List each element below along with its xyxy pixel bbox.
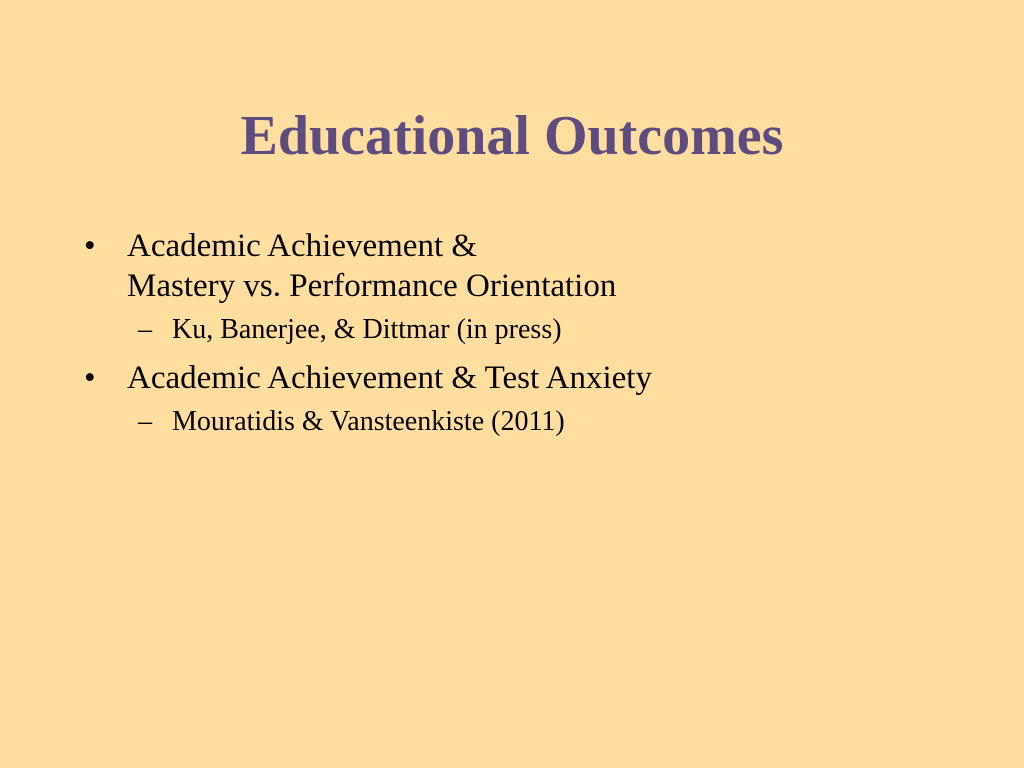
sub-bullet-item [0, 404, 1024, 440]
bullet-list [0, 226, 1024, 440]
bullet-marker: • [84, 360, 96, 396]
sub-bullet-text: Mouratidis & Vansteenkiste (2011) [172, 406, 565, 437]
dash-marker: – [138, 406, 152, 437]
bullet-text-line: Academic Achievement & Test Anxiety [127, 360, 652, 396]
dash-marker: – [138, 314, 152, 345]
sub-bullet-text: Ku, Banerjee, & Dittmar (in press) [172, 314, 562, 345]
bullet-text-line: Mastery vs. Performance Orientation [127, 268, 617, 304]
bullet-text-line: Academic Achievement & [127, 228, 478, 264]
bullet-marker: • [84, 228, 96, 264]
slide-title: Educational Outcomes [240, 105, 784, 167]
sub-bullet-item [0, 312, 1024, 348]
bullet-item [0, 358, 1024, 398]
bullet-item [0, 226, 1024, 306]
